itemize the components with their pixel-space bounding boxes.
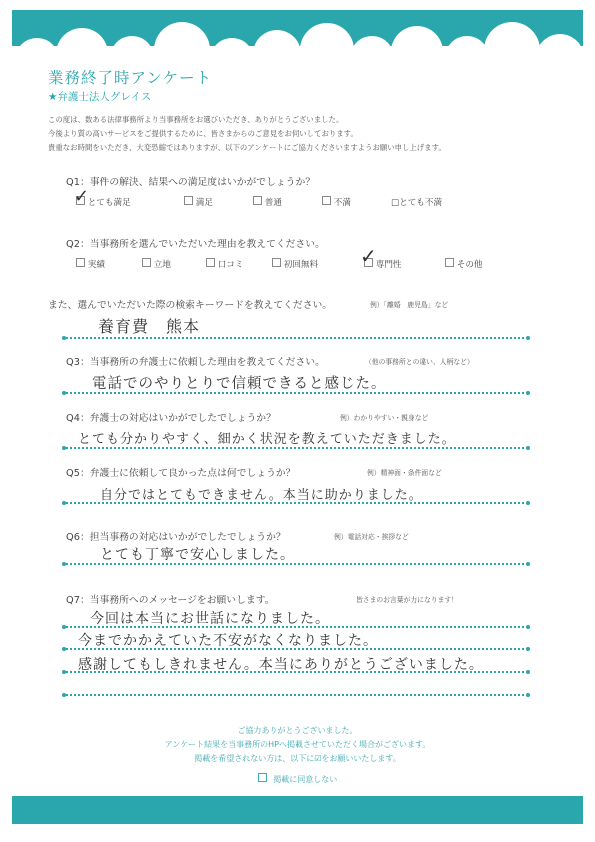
answer-line (66, 671, 524, 673)
q3-question: Q3：当事務所の弁護士に依頼した理由を教えてください。 (66, 357, 325, 368)
footer-thanks: ご協力ありがとうございました。 (237, 726, 358, 735)
q7-example: 皆さまのお言葉が力になります！ (356, 596, 458, 604)
intro-line-2: 今後より質の高いサービスをご提供するために、皆さまからのご意見をお伺いしております。 (48, 129, 358, 138)
answer-line (66, 502, 524, 504)
q1-option-very-dissatisfied[interactable]: □とても不満 (391, 198, 443, 208)
line-end-dot (62, 670, 66, 674)
keywords-question: また、選んでいただいた際の検索キーワードを教えてください。 (48, 300, 333, 311)
keywords-example: 例）「離婚 鹿児島」など (370, 301, 449, 309)
q2-checkbox[interactable] (142, 258, 151, 267)
optout-checkbox[interactable] (258, 773, 267, 782)
answer-line (66, 626, 524, 628)
line-end-dot (526, 391, 530, 395)
cloud-border (12, 20, 583, 60)
line-end-dot (62, 625, 66, 629)
intro-line-1: この度は、数ある法律事務所より当事務所をお選びいただき、ありがとうございました。 (48, 115, 344, 124)
keywords-answer: 養育費 熊本 (98, 317, 201, 336)
q2-option-location[interactable]: 立地 (142, 258, 171, 270)
q1-question: Q1：事件の解決、結果への満足度はいかがでしょうか？ (66, 177, 316, 188)
footer-band (12, 796, 583, 824)
q7-answer-line-1: 今回は本当にお世話になりました。 (90, 611, 330, 627)
q2-checkbox[interactable] (445, 258, 454, 267)
q2-checkbox[interactable] (272, 258, 281, 267)
optout-option[interactable]: 掲載に同意しない (0, 773, 595, 785)
q2-question: Q2：当事務所を選んでいただいた理由を教えてください。 (66, 239, 325, 250)
q2-option-track-record[interactable]: 実績 (76, 258, 105, 270)
q7-answer-line-2: 今までかかえていた不安がなくなりました。 (78, 633, 378, 649)
q7-question: Q7：当事務所へのメッセージをお願いします。 (66, 595, 275, 606)
line-end-dot (526, 625, 530, 629)
line-end-dot (526, 562, 530, 566)
line-end-dot (526, 336, 530, 340)
q7-answer-line-3: 感謝してもしきれません。本当にありがとうございました。 (78, 657, 484, 673)
q1-checkbox[interactable] (184, 196, 193, 205)
q2-checkbox[interactable] (76, 258, 85, 267)
q1-checkbox[interactable] (253, 196, 262, 205)
answer-line (66, 337, 524, 339)
q2-checkbox[interactable] (206, 258, 215, 267)
check-mark-icon: ✓ (74, 186, 90, 207)
answer-line (66, 694, 524, 696)
answer-line (66, 563, 524, 565)
q6-answer: とても丁寧で安心しました。 (100, 547, 295, 563)
q1-checkbox[interactable] (322, 196, 331, 205)
q3-example: （他の事務所との違い、人柄など） (365, 358, 474, 366)
q6-question: Q6：担当事務の対応はいかがでしたでしょうか？ (66, 532, 286, 543)
firm-name: ★弁護士法人グレイス (48, 91, 152, 103)
q1-option-dissatisfied[interactable]: 不満 (322, 196, 351, 208)
answer-line (66, 648, 524, 650)
q2-option-other[interactable]: その他 (445, 258, 483, 270)
line-end-dot (62, 391, 66, 395)
q4-question: Q4：弁護士の対応はいかがでしたでしょうか？ (66, 413, 276, 424)
q2-option-expertise[interactable]: 専門性 (364, 258, 402, 270)
answer-line (66, 447, 524, 449)
q4-example: 例）わかりやすい・親身など (340, 414, 429, 422)
line-end-dot (62, 562, 66, 566)
line-end-dot (62, 446, 66, 450)
q5-example: 例）精神面・条件面など (367, 469, 442, 477)
line-end-dot (526, 670, 530, 674)
q1-option-satisfied[interactable]: 満足 (184, 196, 213, 208)
q5-answer: 自分ではとてもできません。本当に助かりました。 (100, 488, 423, 503)
q1-option-normal[interactable]: 普通 (253, 196, 282, 208)
q6-example: 例）電話対応・挨拶など (334, 533, 409, 541)
line-end-dot (526, 446, 530, 450)
q5-question: Q5：弁護士に依頼して良かった点は何でしょうか？ (66, 468, 296, 479)
q4-answer: とても分かりやすく、細かく状況を教えていただきました。 (78, 432, 456, 447)
q2-option-reviews[interactable]: 口コミ (206, 258, 244, 270)
line-end-dot (62, 647, 66, 651)
intro-line-3: 貴重なお時間をいただき、大変恐縮ではありますが、以下のアンケートにご協力くださいますようお願い申し上げます。 (48, 143, 446, 152)
q1-option-very-satisfied[interactable]: とても満足 (76, 196, 131, 208)
page-title: 業務終了時アンケート (48, 69, 213, 87)
footer-optout: 掲載を希望されない方は、以下に☑をお願いいたします。 (194, 754, 401, 763)
line-end-dot (62, 693, 66, 697)
answer-line (66, 392, 524, 394)
line-end-dot (526, 501, 530, 505)
line-end-dot (526, 647, 530, 651)
line-end-dot (62, 501, 66, 505)
line-end-dot (62, 336, 66, 340)
check-mark-icon: ✓ (360, 244, 377, 268)
q2-option-free-consultation[interactable]: 初回無料 (272, 258, 318, 270)
line-end-dot (526, 693, 530, 697)
q3-answer: 電話でのやりとりで信頼できると感じた。 (92, 376, 387, 392)
footer-notice: アンケート結果を当事務所のHPへ掲載させていただく場合がございます。 (164, 740, 431, 749)
